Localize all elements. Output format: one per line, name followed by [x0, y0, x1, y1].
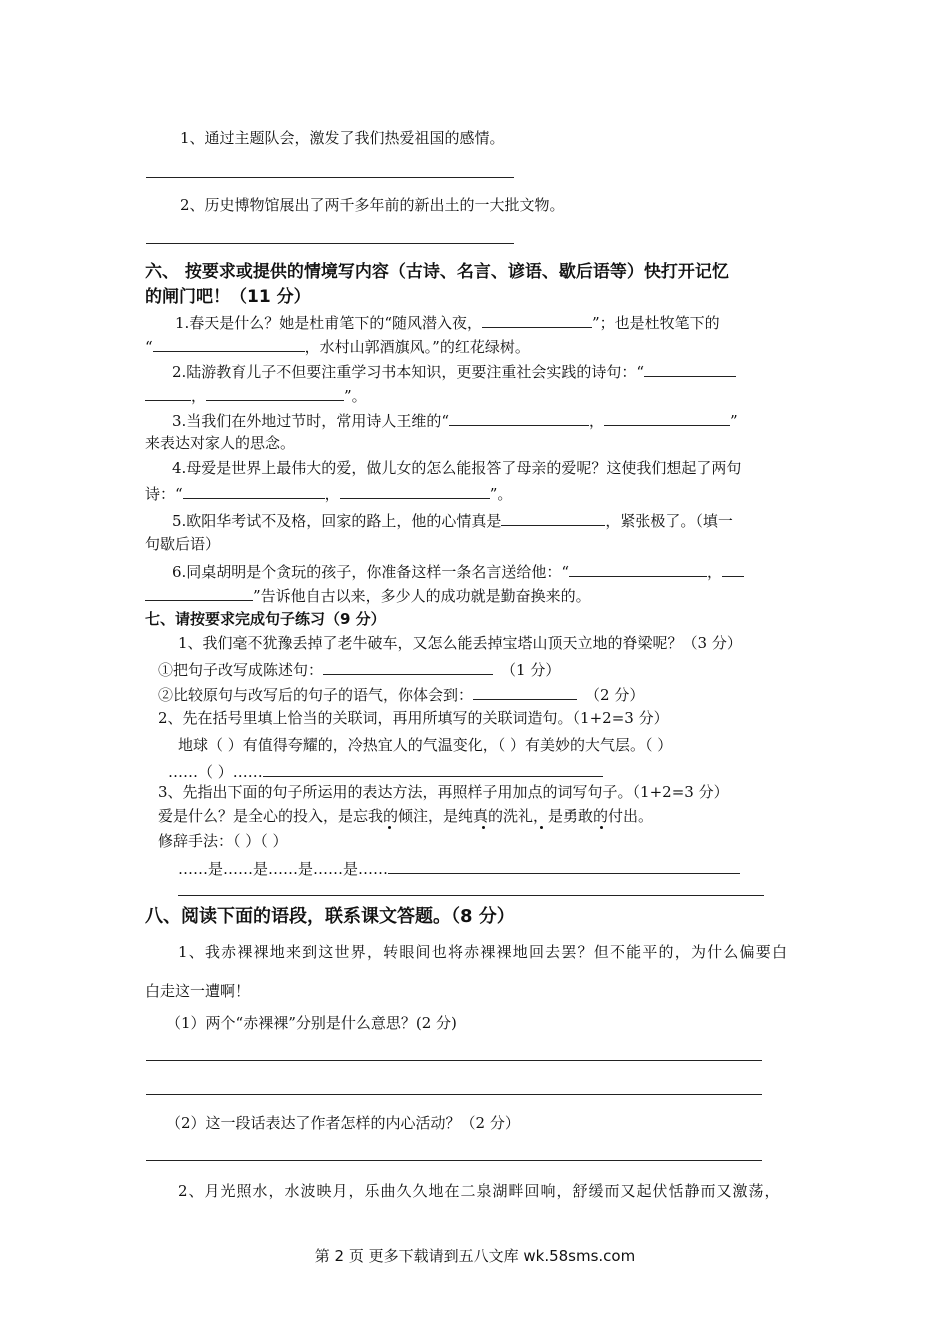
s6-q3-line1: 3.当我们在外地过节时，常用诗人王维的“ ， ”	[172, 409, 738, 431]
s7-q2-pattern: ……（ ）……	[168, 760, 603, 782]
answer-line[interactable]	[178, 895, 764, 896]
blank[interactable]	[482, 311, 592, 328]
s7-q1: 1、我们毫不犹豫丢掉了老牛破车，又怎么能丢掉宝塔山顶天立地的脊梁呢？（3 分）	[178, 634, 742, 652]
blank[interactable]	[473, 683, 577, 700]
s6-q2-line2: ， ”。	[145, 384, 367, 406]
emphasis-dot	[482, 826, 485, 829]
s7-q1-2: ②比较原句与改写后的句子的语气，你体会到： （2 分）	[158, 683, 644, 705]
s6-q5-line1: 5.欧阳华考试不及格，回家的路上，他的心情真是 ，紧张极了。（填一	[172, 509, 733, 531]
s6-q4-line1: 4.母爱是世界上最伟大的爱，做儿女的怎么能报答了母亲的爱呢？这使我们想起了两句	[172, 459, 742, 477]
s7-q2: 2、先在括号里填上恰当的关联词，再用所填写的关联词造句。（1+2=3 分）	[158, 709, 669, 727]
blank[interactable]	[183, 482, 325, 499]
emphasis-dot	[388, 826, 391, 829]
s8-p2: 2、月光照水，水波映月，乐曲久久地在二泉湖畔回响，舒缓而又起伏恬静而又激荡，	[178, 1182, 781, 1200]
s8-q2: （2）这一段话表达了作者怎样的内心活动？（2 分）	[166, 1114, 520, 1132]
emphasis-dot	[540, 826, 543, 829]
blank[interactable]	[388, 857, 740, 874]
blank[interactable]	[145, 584, 253, 601]
s7-q3: 3、先指出下面的句子所运用的表达方法，再照样子用加点的词写句子。（1+2=3 分）	[158, 783, 729, 801]
answer-line[interactable]	[146, 177, 514, 178]
blank[interactable]	[644, 360, 736, 377]
blank[interactable]	[323, 658, 493, 675]
s5-q2: 2、历史博物馆展出了两千多年前的新出土的一大批文物。	[180, 196, 565, 214]
s8-p1-line1: 1、我赤裸裸地来到这世界，转眼间也将赤裸裸地回去罢？但不能平的，为什么偏要白	[178, 943, 789, 961]
s7-q1-1: ①把句子改写成陈述句： （1 分）	[158, 658, 560, 680]
blank[interactable]	[206, 384, 344, 401]
s6-title-line1: 六、 按要求或提供的情境写内容（古诗、名言、谚语、歇后语等）快打开记忆	[145, 262, 729, 282]
answer-line[interactable]	[146, 1094, 762, 1095]
page-footer: 第 2 页 更多下载请到五八文库 wk.58sms.com	[314, 1247, 636, 1265]
answer-line[interactable]	[146, 1160, 762, 1161]
blank[interactable]	[263, 760, 603, 777]
s6-q2-line1: 2.陆游教育儿子不但要注重学习书本知识，更要注重社会实践的诗句：“	[172, 360, 736, 382]
s6-q3-line2: 来表达对家人的思念。	[145, 434, 296, 452]
s6-q1-line1: 1.春天是什么？她是杜甫笔下的“随风潜入夜， ”；也是杜牧笔下的	[175, 311, 720, 333]
s6-q6-line2: ”告诉他自古以来，多少人的成功就是勤奋换来的。	[145, 584, 591, 606]
s7-title: 七、请按要求完成句子练习（9 分）	[145, 610, 386, 628]
answer-line[interactable]	[146, 243, 514, 244]
s7-q3-rhetoric: 修辞手法：（ ）（ ）	[158, 832, 288, 850]
s6-q1-line2: “ ，水村山郭酒旗风。”的红花绿树。	[145, 335, 530, 357]
s8-p1-line2: 白走这一遭啊！	[145, 982, 251, 1000]
s5-q1: 1、通过主题队会，激发了我们热爱祖国的感情。	[180, 129, 505, 147]
s6-q5-line2: 句歇后语）	[145, 535, 221, 553]
s7-q3-pattern: ……是……是……是……是……	[178, 857, 740, 879]
blank[interactable]	[449, 409, 589, 426]
s6-q6-line1: 6.同桌胡明是个贪玩的孩子，你准备这样一条名言送给他：“ ，	[172, 560, 744, 582]
blank[interactable]	[145, 384, 191, 401]
blank[interactable]	[569, 560, 707, 577]
s7-q2-sentence: 地球（ ）有值得夸耀的，冷热宜人的气温变化，（ ）有美妙的大气层。（ ）	[178, 736, 673, 754]
emphasis-dot	[600, 826, 603, 829]
blank[interactable]	[153, 335, 305, 352]
s7-q3-sentence: 爱是什么？是全心的投入，是忘我的倾注，是纯真的洗礼，是勇敢的付出。	[158, 807, 654, 825]
blank[interactable]	[340, 482, 490, 499]
s8-q1: （1）两个“赤裸裸”分别是什么意思？(2 分)	[166, 1014, 457, 1032]
blank[interactable]	[501, 509, 605, 526]
answer-line[interactable]	[146, 1060, 762, 1061]
s6-q4-line2: 诗：“ ， ”。	[145, 482, 512, 504]
blank[interactable]	[722, 560, 744, 577]
blank[interactable]	[604, 409, 730, 426]
s8-title: 八、阅读下面的语段，联系课文答题。（8 分）	[145, 906, 515, 927]
s6-title-line2: 的闸门吧！（11 分）	[145, 287, 311, 307]
